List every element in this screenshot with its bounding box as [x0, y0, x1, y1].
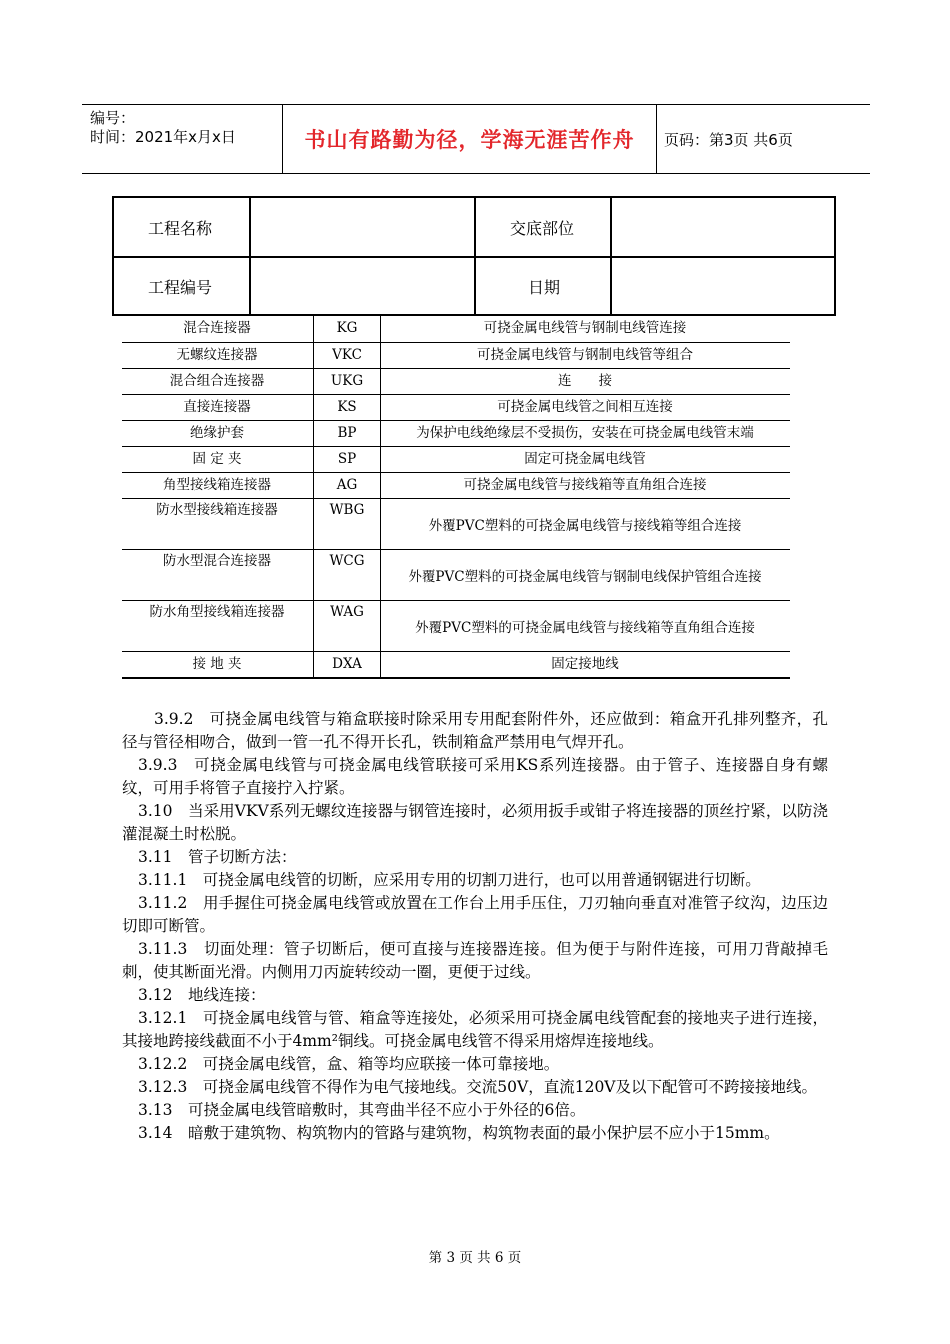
connector-desc: 可挠金属电线管与钢制电线管连接: [483, 320, 687, 336]
connector-spec-table: [122, 316, 790, 679]
part-label: 交底部位: [510, 218, 575, 238]
table-row: [122, 499, 790, 550]
table-row: [122, 550, 790, 601]
connector-desc: 外覆PVC塑料的可挠金属电线管与钢制电线保护管组合连接: [408, 569, 762, 585]
serial-label: 编号：: [90, 109, 136, 127]
paragraph: 3.10 当采用VKV系列无螺纹连接器与钢管连接时，必须用扳手或钳子将连接器的顶丝拧紧，以防浇灌混凝土时松脱。: [122, 802, 828, 843]
connector-code: BP: [313, 421, 381, 446]
table-row: [122, 395, 790, 421]
page-header: [82, 104, 870, 174]
header-page-label: 页码：第3页 共6页: [664, 130, 793, 149]
table-row: [122, 601, 790, 652]
connector-name: 绝缘护套: [190, 425, 244, 441]
table-row: [122, 343, 790, 369]
header-meta: [90, 109, 236, 147]
table-row: [122, 447, 790, 473]
connector-code: SP: [313, 447, 381, 472]
paragraph: 3.12 地线连接：: [138, 986, 266, 1004]
connector-desc: 可挠金属电线管之间相互连接: [497, 399, 673, 415]
connector-code: VKC: [313, 343, 381, 368]
paragraph: 3.12.1 可挠金属电线管与管、箱盒等连接处，必须采用可挠金属电线管配套的接地夹子进行连接，其接地跨接线截面不小于4mm²铜线。可挠金属电线管不得采用熔焊连接地线。: [122, 1009, 828, 1050]
table-row: [122, 369, 790, 395]
date-label: 日期: [528, 277, 561, 297]
connector-name: 防水型混合连接器: [163, 553, 271, 569]
time-label: 时间：2021年x月x日: [90, 128, 236, 146]
header-motto: 书山有路勤为径，学海无涯苦作舟: [304, 128, 635, 152]
header-divider: [656, 105, 657, 173]
page-footer: 第 3 页 共 6 页: [428, 1250, 522, 1266]
connector-desc: 可挠金属电线管与接线箱等直角组合连接: [463, 477, 707, 493]
connector-name: 角型接线箱连接器: [163, 477, 271, 493]
connector-name: 防水角型接线箱连接器: [149, 604, 285, 620]
connector-desc: 外覆PVC塑料的可挠金属电线管与接线箱等直角组合连接: [415, 620, 755, 636]
connector-name: 固 定 夹: [192, 451, 242, 467]
project-no-label: 工程编号: [148, 277, 213, 297]
connector-name: 防水型接线箱连接器: [156, 502, 278, 518]
paragraph: 3.11.2 用手握住可挠金属电线管或放置在工作台上用手压住，刀刃轴向垂直对准管子纹沟，边压边切即可断管。: [122, 894, 828, 935]
connector-desc: 连 接: [558, 373, 612, 389]
project-name-label: 工程名称: [148, 218, 213, 238]
connector-name: 接 地 夹: [192, 656, 242, 672]
connector-code: WAG: [313, 601, 381, 651]
paragraph: 3.9.3 可挠金属电线管与可挠金属电线管联接可采用KS系列连接器。由于管子、连接器自身有螺纹，可用手将管子直接拧入拧紧。: [122, 756, 828, 797]
paragraph: 3.11.3 切面处理：管子切断后，便可直接与连接器连接。但为便于与附件连接，可用刀背敲掉毛刺，使其断面光滑。内侧用刀丙旋转绞动一圈，更便于过线。: [122, 940, 828, 981]
paragraph: 3.13 可挠金属电线管暗敷时，其弯曲半径不应小于外径的6倍。: [138, 1101, 586, 1119]
paragraph: 3.9.2 可挠金属电线管与箱盒联接时除采用专用配套附件外，还应做到：箱盒开孔排列整齐，孔径与管径相吻合，做到一管一孔不得开长孔，铁制箱盒严禁用电气焊开孔。: [122, 710, 828, 751]
info-table: [112, 196, 836, 316]
connector-name: 混合连接器: [183, 320, 251, 336]
table-divider: [114, 256, 834, 258]
connector-name: 直接连接器: [183, 399, 251, 415]
connector-desc: 固定可挠金属电线管: [524, 451, 646, 467]
connector-code: AG: [313, 473, 381, 498]
paragraph: 3.14 暗敷于建筑物、构筑物内的管路与建筑物，构筑物表面的最小保护层不应小于15mm。: [138, 1124, 780, 1142]
connector-code: DXA: [313, 652, 381, 677]
connector-code: WBG: [313, 499, 381, 549]
table-row: [122, 316, 790, 343]
connector-code: KG: [313, 316, 381, 342]
connector-code: KS: [313, 395, 381, 420]
paragraph: 3.12.3 可挠金属电线管不得作为电气接地线。交流50V，直流120V及以下配管可不跨接接地线。: [138, 1078, 817, 1096]
connector-name: 无螺纹连接器: [176, 347, 258, 363]
paragraph: 3.11.1 可挠金属电线管的切断，应采用专用的切割刀进行，也可以用普通钢锯进行切断。: [138, 871, 761, 889]
paragraph: 3.11 管子切断方法：: [138, 848, 297, 866]
connector-desc: 固定接地线: [551, 656, 619, 672]
connector-desc: 为保护电线绝缘层不受损伤，安装在可挠金属电线管末端: [416, 425, 754, 441]
connector-name: 混合组合连接器: [169, 373, 265, 389]
table-row: [122, 473, 790, 499]
table-row: [122, 652, 790, 679]
paragraph: 3.12.2 可挠金属电线管，盒、箱等均应联接一体可靠接地。: [138, 1055, 560, 1073]
body-text: [122, 708, 828, 1145]
connector-code: UKG: [313, 369, 381, 394]
connector-desc: 可挠金属电线管与钢制电线管等组合: [477, 347, 693, 363]
connector-code: WCG: [313, 550, 381, 600]
connector-desc: 外覆PVC塑料的可挠金属电线管与接线箱等组合连接: [428, 518, 742, 534]
table-row: [122, 421, 790, 447]
